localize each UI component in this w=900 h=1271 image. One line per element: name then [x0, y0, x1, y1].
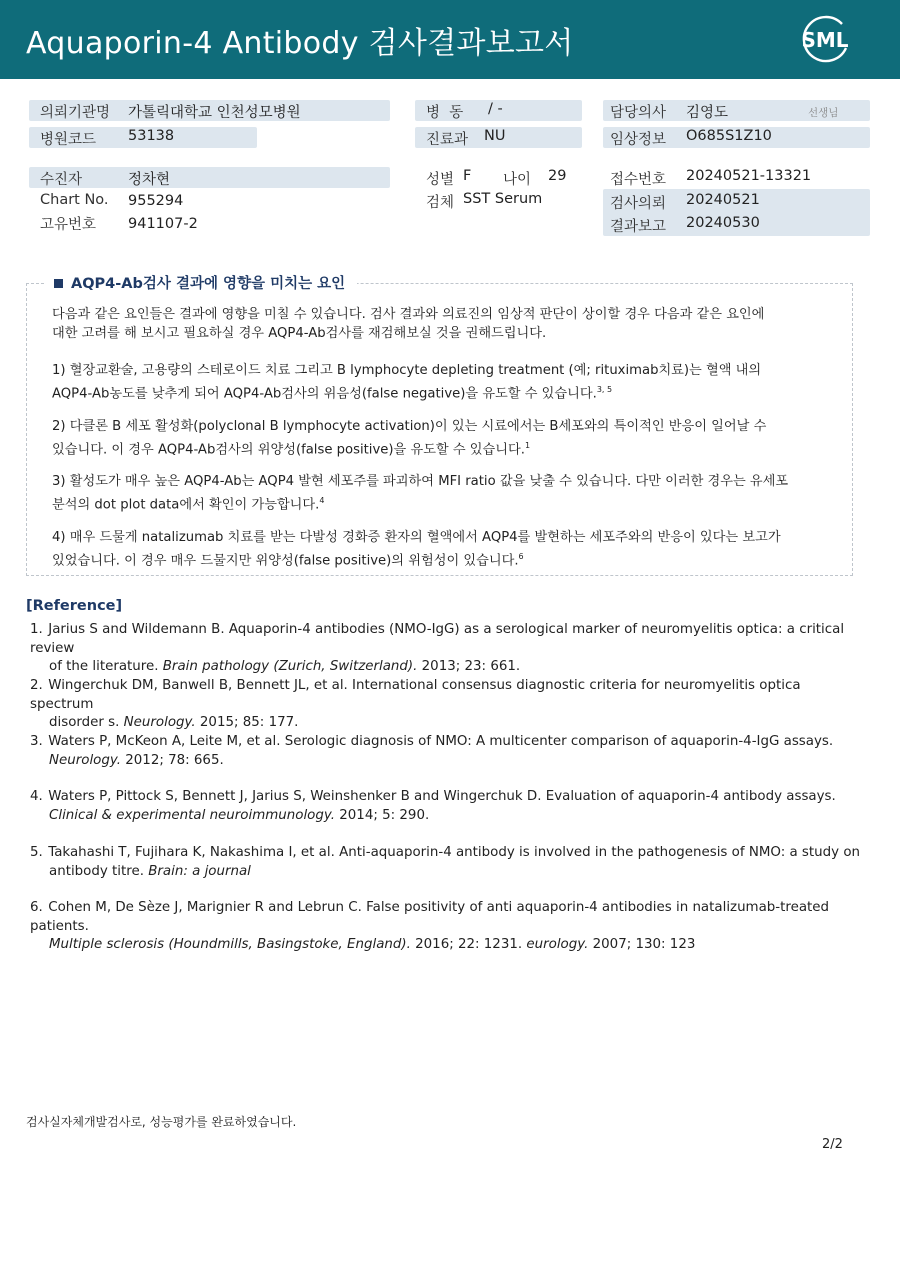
ref1-journal: Brain pathology (Zurich, Switzerland).: [162, 659, 418, 674]
sex-value: F: [463, 168, 472, 184]
clinical-value: O685S1Z10: [686, 128, 772, 144]
item2-citation: 1: [524, 441, 531, 450]
age-label: 나이: [503, 172, 532, 188]
item3-line-1: 3) 활성도가 매우 높은 AQP4-Ab는 AQP4 발현 세포주를 파괴하여 MFI ratio 값을 낮출 수 있습니다. 다만 이러한 경우는 유세포: [52, 474, 789, 489]
ref2-citation: 2015; 85: 177.: [195, 715, 299, 730]
specimen-value: SST Serum: [463, 191, 543, 207]
reference-item-1: [30, 621, 860, 677]
receipt-label: 접수번호: [610, 172, 667, 188]
clinical-label: 임상정보: [610, 132, 667, 148]
report-title: Aquaporin-4 Antibody 검사결과보고서: [26, 26, 574, 61]
sex-label: 성별: [426, 172, 455, 188]
ref3-text: Waters P, McKeon A, Leite M, et al. Serologic diagnosis of NMO: A multicenter comparison of aquaporin-4-IgG assays.: [48, 734, 834, 749]
factor-item-3: [52, 472, 844, 514]
hospital-code-value: 53138: [128, 128, 175, 144]
item1-citation: 3, 5: [596, 385, 613, 394]
item2-line-1: 2) 다클론 B 세포 활성화(polyclonal B lymphocyte activation)이 있는 시료에서는 B세포와의 특이적인 반응이 일어날 수: [52, 419, 767, 434]
ref2-text-cont: disorder s.: [49, 715, 124, 730]
item3-line-2: 분석의 dot plot data에서 확인이 가능합니다.: [52, 497, 320, 513]
ref3-journal: Neurology.: [49, 752, 121, 768]
chart-label: Chart No.: [40, 192, 109, 208]
item3-citation: 4: [319, 496, 325, 505]
ref2-number: 2.: [30, 678, 43, 693]
dept-label: 진료과: [426, 132, 469, 148]
reference-item-4: [30, 788, 860, 825]
factors-title-text: AQP4-Ab검사 결과에 영향을 미치는 요인: [71, 276, 346, 292]
logo-text: SML: [801, 28, 849, 52]
ref6-text: Cohen M, De Sèze J, Marignier R and Lebrun C. False positivity of anti aquaporin-4 antibodies in natalizumab-treated patients.: [30, 900, 830, 934]
ref4-citation: 2014; 5: 290.: [335, 807, 430, 823]
reference-item-6: [30, 899, 860, 955]
institution-value: 가톨릭대학교 인천성모병원: [128, 105, 301, 121]
intro-line-2: 대한 고려를 해 보시고 필요하실 경우 AQP4-Ab검사를 재검해보실 것을 권해드립니다.: [52, 326, 547, 341]
sml-logo: [796, 12, 854, 66]
reference-item-2: [30, 677, 860, 733]
reference-item-3: [30, 733, 860, 770]
report-label: 결과보고: [610, 219, 667, 235]
hospital-code-label: 병원코드: [40, 132, 97, 148]
ref6-citation: 2016; 22: 1231.: [410, 937, 527, 952]
ref4-text: Waters P, Pittock S, Bennett J, Jarius S, Weinshenker B and Wingerchuk D. Evaluation of aquaporin-4 antibody assays.: [48, 789, 836, 804]
chart-value: 955294: [128, 193, 184, 209]
factors-title: [46, 272, 357, 293]
factor-item-1: [52, 361, 844, 403]
ref1-number: 1.: [30, 622, 43, 637]
ref6-number: 6.: [30, 900, 43, 915]
ref2-journal: Neurology.: [123, 715, 196, 730]
unique-label: 고유번호: [40, 217, 97, 233]
ref4-journal: Clinical & experimental neuroimmunology.: [49, 807, 336, 823]
doctor-suffix: 선생님: [808, 107, 839, 119]
ref6-journal: Multiple sclerosis (Houndmills, Basingstoke, England).: [49, 937, 411, 952]
reference-heading: [Reference]: [26, 598, 123, 614]
ref1-citation: 2013; 23: 661.: [417, 659, 521, 674]
institution-label: 의뢰기관명: [40, 105, 111, 121]
ref3-citation: 2012; 78: 665.: [121, 752, 224, 768]
ref6-citation-2: 2007; 130: 123: [588, 937, 696, 952]
specimen-label: 검체: [426, 195, 455, 211]
item2-line-2: 있습니다. 이 경우 AQP4-Ab검사의 위양성(false positive)을 유도할 수 있습니다.: [52, 442, 525, 458]
age-value: 29: [548, 168, 567, 184]
ref6-journal-2: eurology.: [526, 937, 589, 952]
report-value: 20240530: [686, 215, 760, 231]
ref5-text: Takahashi T, Fujihara K, Nakashima I, et al. Anti-aquaporin-4 antibody is involved in the pathogenesis of NMO: a study on: [48, 845, 860, 860]
ref1-text-cont: of the literature.: [49, 659, 163, 674]
factor-item-2: [52, 417, 844, 459]
request-label: 검사의뢰: [610, 196, 667, 212]
ref3-number: 3.: [30, 734, 43, 749]
doctor-value: 김영도: [686, 105, 729, 121]
report-header: [0, 0, 900, 79]
factor-item-4: [52, 528, 844, 570]
patient-bar: [29, 167, 390, 188]
item1-line-2: AQP4-Ab농도를 낮추게 되어 AQP4-Ab검사의 위음성(false negative)을 유도할 수 있습니다.: [52, 386, 597, 402]
ref4-number: 4.: [30, 789, 43, 804]
reference-item-5: [30, 844, 860, 881]
ref2-text: Wingerchuk DM, Banwell B, Bennett JL, et al. International consensus diagnostic criteria for neuromyelitis optica spectrum: [30, 678, 801, 712]
item4-line-1: 4) 매우 드물게 natalizumab 치료를 받는 다발성 경화증 환자의 혈액에서 AQP4를 발현하는 세포주와의 반응이 있다는 보고가: [52, 530, 781, 545]
dept-value: NU: [484, 128, 506, 144]
unique-value: 941107-2: [128, 216, 198, 232]
ref5-number: 5.: [30, 845, 43, 860]
item1-line-1: 1) 혈장교환술, 고용량의 스테로이드 치료 그리고 B lymphocyte depleting treatment (예; rituximab치료)는 혈액 내의: [52, 363, 762, 378]
intro-line-1: 다음과 같은 요인들은 결과에 영향을 미칠 수 있습니다. 검사 결과와 의료진의 임상적 판단이 상이할 경우 다음과 같은 요인에: [52, 307, 765, 322]
ward-label: 병 동: [426, 105, 464, 121]
patient-value: 정차현: [128, 172, 171, 188]
ref5-journal: Brain: a journal: [148, 863, 251, 879]
footer-note: 검사실자체개발검사로, 성능평가를 완료하였습니다.: [26, 1115, 297, 1129]
ref5-text-cont: antibody titre.: [49, 863, 149, 879]
factors-intro: [52, 305, 844, 343]
request-value: 20240521: [686, 192, 760, 208]
item4-line-2: 있었습니다. 이 경우 매우 드물지만 위양성(false positive)의 위험성이 있습니다.: [52, 553, 519, 569]
patient-label: 수진자: [40, 172, 83, 188]
ref1-text: Jarius S and Wildemann B. Aquaporin-4 antibodies (NMO-IgG) as a serological marker of neuromyelitis optica: a critical review: [30, 622, 845, 656]
receipt-value: 20240521-13321: [686, 168, 812, 184]
item4-citation: 6: [518, 552, 524, 561]
square-bullet-icon: [54, 279, 63, 288]
page-number: 2/2: [822, 1137, 843, 1152]
doctor-label: 담당의사: [610, 105, 667, 121]
ward-value: / -: [488, 101, 503, 117]
